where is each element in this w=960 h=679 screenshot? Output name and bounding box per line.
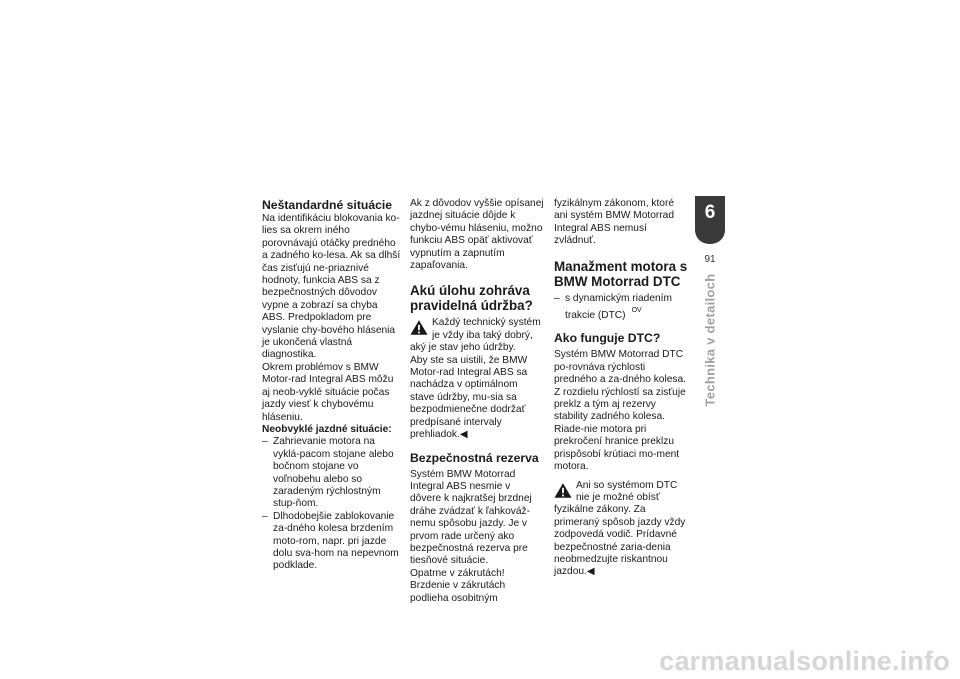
section-heading: Akú úlohu zohráva pravidelná údržba? xyxy=(410,283,533,314)
section-heading: Ako funguje DTC? xyxy=(554,331,661,346)
section-heading: Neštandardné situácie xyxy=(262,198,393,212)
dash-marker: – xyxy=(554,292,560,304)
warning-text: Každý technický systém je vždy iba taký dobrý, aký je stav jeho údržby. xyxy=(410,317,541,354)
paragraph: Na identifikáciu blokovania ko-lies sa okrem iného porovnávajú otáčky predného a zadného ko-lesa. Ak sa dlhší čas zisťujú ne-priaznivé hodnoty, funkcia ABS sa z bezpečnostných dôvodov vypne a zobrazí sa chyba ABS. Predpokladom pre vyslanie chy-bového hlásenia je ukončená vlastná diagnostika. xyxy=(262,213,401,361)
page-number: 91 xyxy=(704,254,716,265)
paragraph: fyzikálnym zákonom, ktoré ani systém BMW Motorrad Integral ABS nemusí zvládnuť. xyxy=(554,198,675,247)
warning-note xyxy=(554,480,690,579)
section-heading: Bezpečnostná rezerva xyxy=(410,450,539,465)
column-3 xyxy=(554,198,690,579)
list-item xyxy=(554,293,690,323)
dash-marker: – xyxy=(262,510,268,522)
dash-marker: – xyxy=(262,436,268,448)
list-item-text: Dlhodobejšie zablokovanie za-dného kolesa brzdením moto-rom, napr. pri jazde dolu sva-hom na nepevnom podklade. xyxy=(273,510,399,572)
paragraph: Ak z dôvodov vyššie opísanej jazdnej situácie dôjde k chybo-vému hláseniu, možno funkciu ABS opäť aktivovať vypnutím a zapnutím zapaľovania. xyxy=(410,198,544,272)
chapter-tab xyxy=(695,196,725,244)
list-item-text: Zahrievanie motora na vyklá-pacom stojane alebo bočnom stojane vo voľnobehu alebo so zaradeným rýchlostným stup-ňom. xyxy=(273,436,394,510)
warning-icon xyxy=(410,319,428,336)
side-chapter-title: Technika v detailoch xyxy=(702,273,718,407)
paragraph: Opatrne v zákrutách! Brzdenie v zákrutách podlieha osobitným xyxy=(410,567,506,604)
equipment-superscript: OV xyxy=(631,307,642,315)
section-heading: Manažment motora s BMW Motorrad DTC xyxy=(554,258,688,289)
chapter-number: 6 xyxy=(704,202,716,223)
list-item xyxy=(262,436,402,510)
column-2 xyxy=(410,198,544,605)
list-item-text: s dynamickým riadením trakcie (DTC) xyxy=(565,292,672,322)
warning-note xyxy=(410,317,544,354)
paragraph: Systém BMW Motorrad DTC po-rovnáva rýchlosti predného a za-dného kolesa. Z rozdielu rýchlostí sa zisťuje preklz a tým aj rezervy stability zadného kolesa. Riade-nie motora pri prekročení hranice preklzu prispôsobí krútiaci mo-ment motora. xyxy=(554,349,686,473)
watermark: carmanualsonline.info xyxy=(659,646,950,676)
column-1 xyxy=(262,198,402,573)
list-item xyxy=(262,511,402,573)
paragraph: Systém BMW Motorrad Integral ABS nesmie v dôvere k najkratšej brzdnej dráhe zvádzať k ľahkováž-nemu spôsobu jazdy. Je v prvom rade určený ako bezpečnostná rezerva pre tiesňové situácie. xyxy=(410,468,532,567)
list-label: Neobvyklé jazdné situácie: xyxy=(262,423,392,435)
paragraph: Aby ste sa uistili, že BMW Motor-rad Integral ABS sa nachádza v optimálnom stave údržby, mu-sia sa bezpodmienečne dodržať predpísané intervaly prehliadok.◀ xyxy=(410,354,528,441)
warning-icon xyxy=(554,482,572,499)
paragraph: Okrem problémov s BMW Motor-rad Integral ABS môžu aj neob-vyklé situácie počas jazdy viesť k chybovému hláseniu. xyxy=(262,361,394,423)
warning-text: Ani so systémom DTC nie je možné obísť fyzikálne zákony. Za primeraný spôsob jazdy vždy zodpovedá vodič. Prídavné bezpečnostné zaria-denia neobmedzujte riskantnou jazdou.◀ xyxy=(554,479,686,578)
